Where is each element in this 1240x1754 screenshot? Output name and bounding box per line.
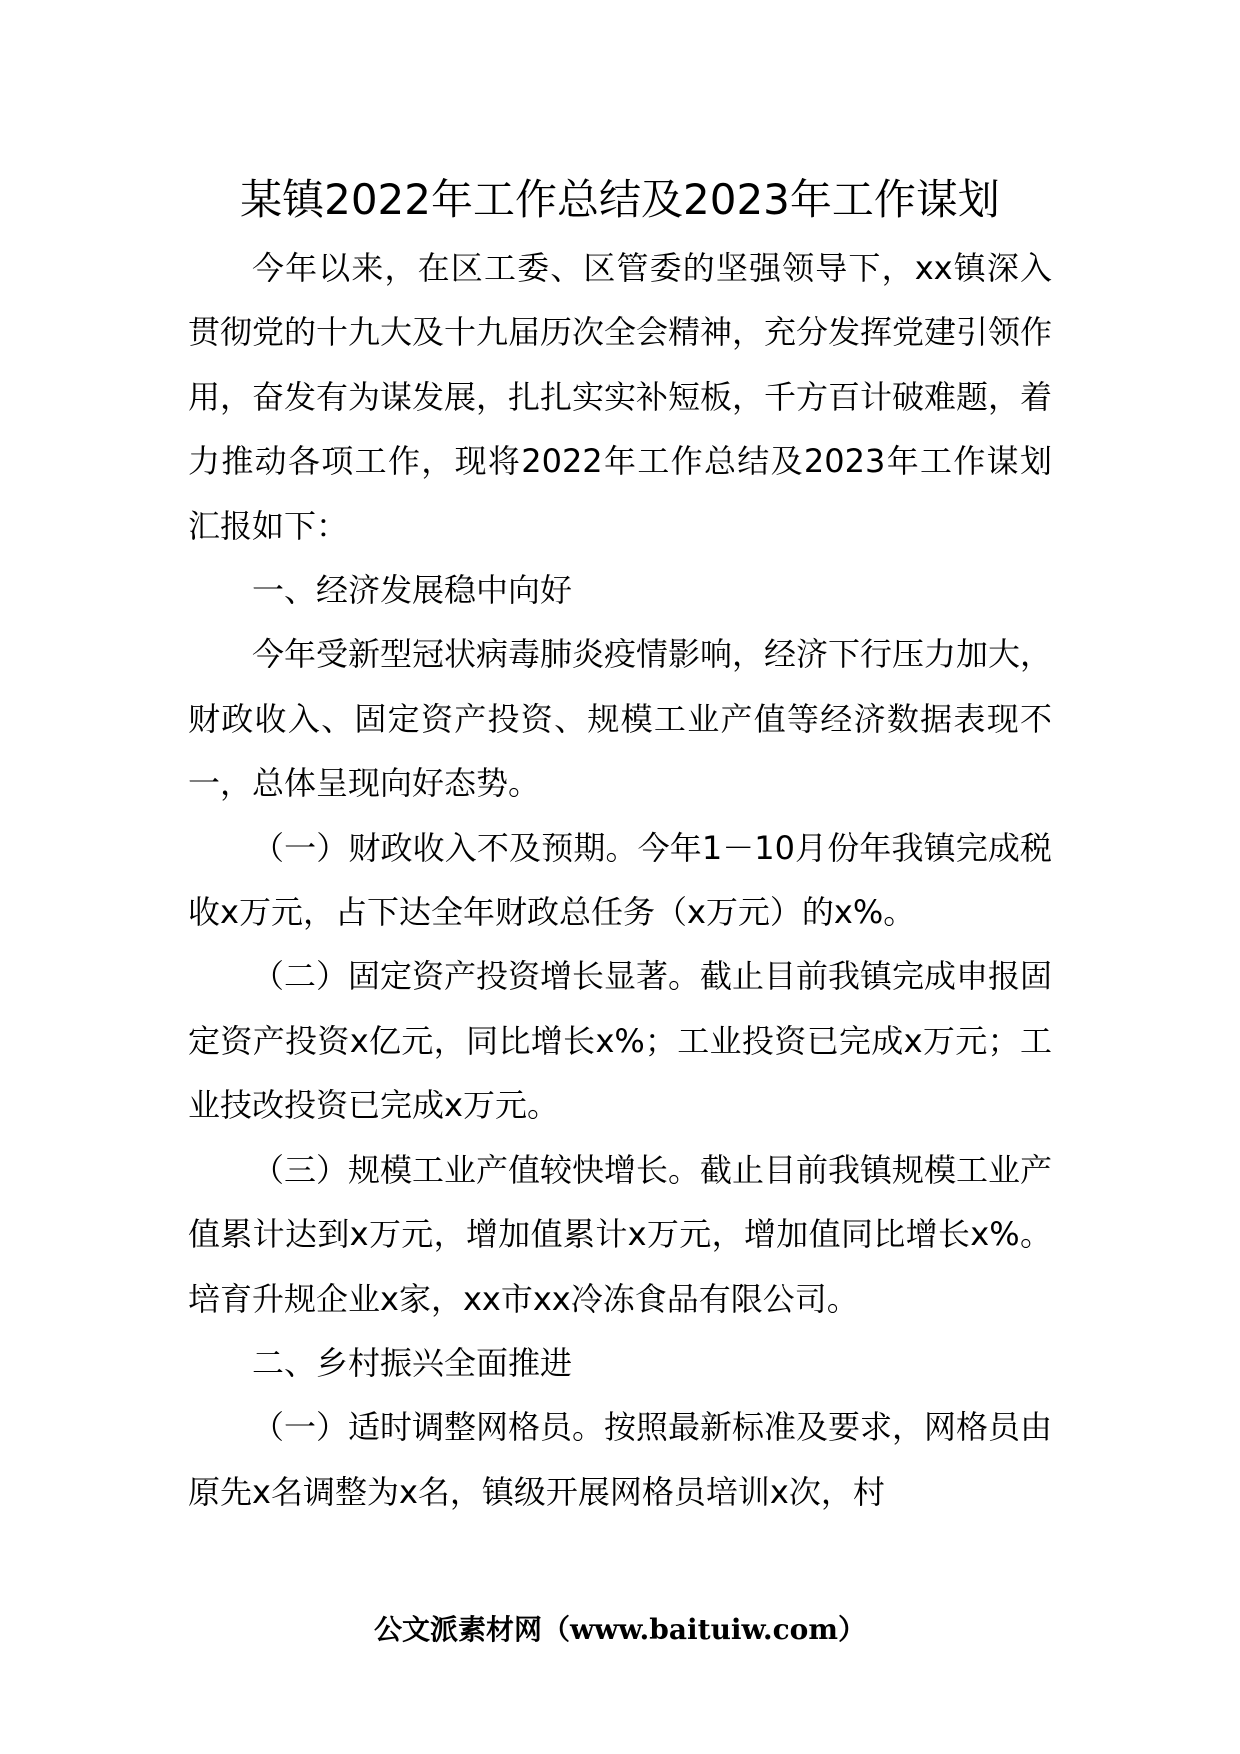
economy-overview-paragraph: 今年受新型冠状病毒肺炎疫情影响，经济下行压力加大，财政收入、固定资产投资、规模工业产值等经济数据表现不一，总体呈现向好态势。 xyxy=(188,635,1053,803)
document-body xyxy=(188,236,1052,1524)
intro-paragraph: 今年以来，在区工委、区管委的坚强领导下，xx镇深入贯彻党的十九大及十九届历次全会精神，充分发挥党建引领作用，奋发有为谋发展，扎扎实实补短板，千方百计破难题，着力推动各项工作，现将2022年工作总结及2023年工作谋划汇报如下： xyxy=(188,249,1053,545)
industrial-output-paragraph: （三）规模工业产值较快增长。截止目前我镇规模工业产值累计达到x万元，增加值累计x万元，增加值同比增长x%。培育升规企业x家，xx市xx冷冻食品有限公司。 xyxy=(188,1150,1053,1318)
section-heading-rural-revitalization: 二、乡村振兴全面推进 xyxy=(252,1343,573,1382)
document-title: 某镇2022年工作总结及2023年工作谋划 xyxy=(240,175,1000,224)
grid-staff-paragraph: （一）适时调整网格员。按照最新标准及要求，网格员由原先x名调整为x名，镇级开展网格员培训x次，村 xyxy=(188,1408,1053,1511)
footer-watermark: 公文派素材网（www.baituiw.com） xyxy=(374,1613,866,1646)
section-heading-economy: 一、经济发展稳中向好 xyxy=(252,571,573,610)
fixed-asset-investment-paragraph: （二）固定资产投资增长显著。截止目前我镇完成申报固定资产投资x亿元，同比增长x%；工业投资已完成x万元；工业技改投资已完成x万元。 xyxy=(188,957,1053,1125)
fiscal-revenue-paragraph: （一）财政收入不及预期。今年1－10月份年我镇完成税收x万元，占下达全年财政总任务（x万元）的x%。 xyxy=(188,828,1052,932)
